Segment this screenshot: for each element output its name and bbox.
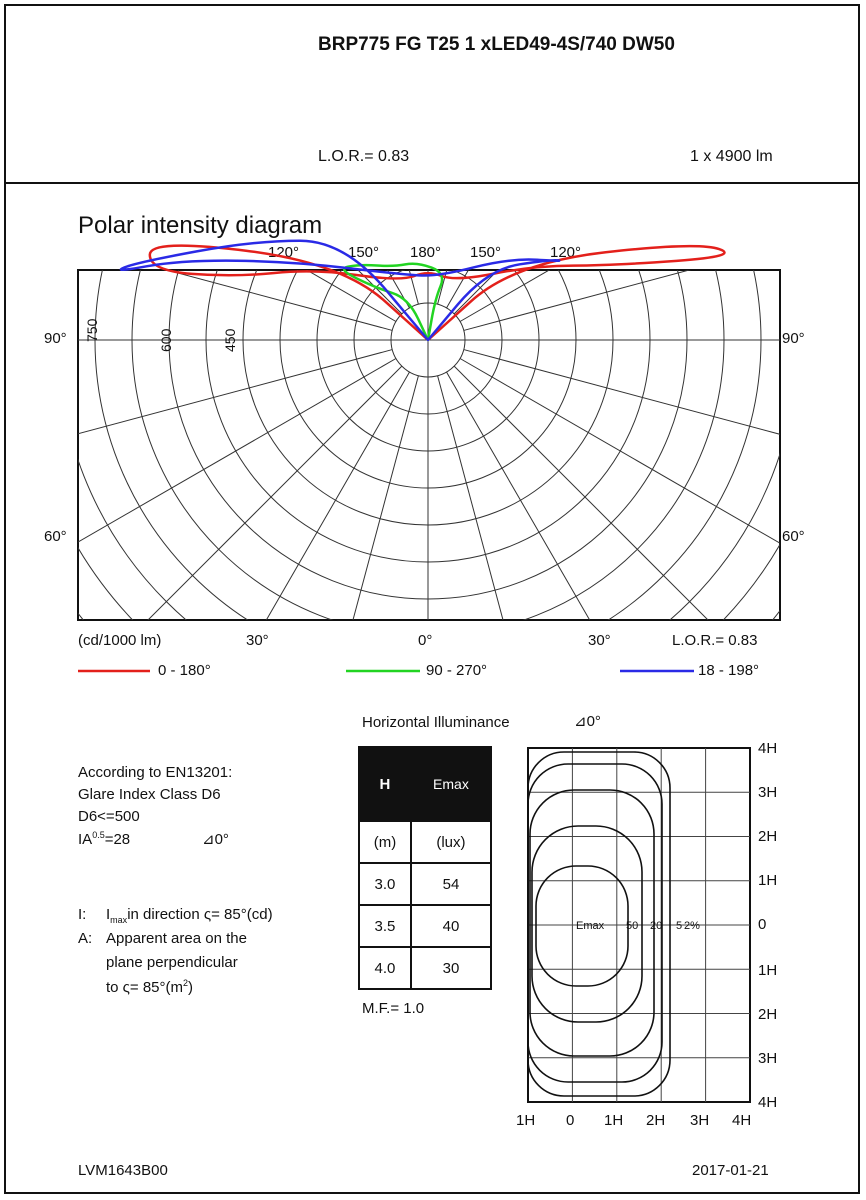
note-a-line-3-b: ) <box>188 979 194 996</box>
iso-y-tick: 0 <box>758 916 767 933</box>
polar-right-90: 90° <box>782 330 805 347</box>
polar-bottom-angle-3: 30° <box>588 632 611 649</box>
polar-left-60: 60° <box>44 528 67 545</box>
illuminance-title: Horizontal Illuminance <box>362 714 510 731</box>
polar-spoke <box>247 0 419 304</box>
polar-top-angle-5: 120° <box>550 244 582 261</box>
iso-y-tick: 2H <box>758 1006 778 1023</box>
glare-ia <box>78 830 130 848</box>
cell-h: 3.5 <box>359 905 411 947</box>
note-a-key: A: <box>78 930 93 947</box>
polar-spoke <box>0 159 392 331</box>
note-i-text <box>106 906 273 925</box>
polar-spoke <box>464 159 866 331</box>
note-a-line-1: Apparent area on the <box>106 930 247 947</box>
glare-ia-value: =28 <box>104 831 131 848</box>
glare-line-3: D6<=500 <box>78 808 140 825</box>
note-i-sub: max <box>110 915 128 925</box>
note-i-text-b: in direction ς= 85°(cd) <box>127 906 273 923</box>
polar-series-2 <box>121 241 559 340</box>
polar-right-60: 60° <box>782 528 805 545</box>
radial-label-450: 450 <box>222 328 238 352</box>
header-flux: 1 x 4900 lm <box>690 148 773 165</box>
polar-spoke <box>454 366 866 835</box>
iso-x-tick: 1H <box>604 1112 624 1129</box>
iso-y-tick: 1H <box>758 962 778 979</box>
glare-line-2: Glare Index Class D6 <box>78 786 221 803</box>
iso-x-tick: 3H <box>690 1112 710 1129</box>
iso-x-tick: 1H <box>516 1112 536 1129</box>
legend-label-18-198: 18 - 198° <box>698 662 760 679</box>
cell-emax: 30 <box>411 947 491 989</box>
glare-ia-angle: ⊿0° <box>202 831 229 848</box>
legend-label-90-270: 90 - 270° <box>426 662 488 679</box>
polar-top-angle-3: 180° <box>410 244 442 261</box>
polar-spoke <box>460 0 866 322</box>
iso-y-tick: 4H <box>758 1094 778 1111</box>
glare-ia-prefix: IA <box>78 831 93 848</box>
polar-bottom-angle-2: 0° <box>418 632 433 649</box>
table-row <box>359 947 491 989</box>
cell-emax: 54 <box>411 863 491 905</box>
footer-code: LVM1643B00 <box>78 1162 168 1179</box>
footer-date: 2017-01-21 <box>692 1162 769 1179</box>
cell-h: 3.0 <box>359 863 411 905</box>
note-i-key: I: <box>78 906 87 923</box>
iso-y-tick: 1H <box>758 872 778 889</box>
table-row <box>359 905 491 947</box>
legend-label-0-180: 0 - 180° <box>158 662 211 679</box>
header-lor: L.O.R.= 0.83 <box>318 148 410 165</box>
iso-y-tick: 3H <box>758 784 778 801</box>
contour-label-2: 2% <box>684 920 700 932</box>
polar-top-angle-2: 150° <box>348 244 380 261</box>
isolux-grid <box>528 748 750 1102</box>
polar-spoke <box>0 359 396 691</box>
note-a-sup: 2 <box>183 978 189 988</box>
unit-h: (m) <box>359 821 411 863</box>
contour-label-emax: Emax <box>576 920 605 932</box>
polar-unit: (cd/1000 lm) <box>78 632 162 649</box>
table-row <box>359 863 491 905</box>
polar-lor: L.O.R.= 0.83 <box>672 632 758 649</box>
table-header-row <box>359 747 491 821</box>
polar-top-angle-1: 120° <box>268 244 300 261</box>
col-header-h: H <box>359 747 411 821</box>
radial-label-750: 750 <box>84 318 100 342</box>
polar-spoke <box>460 359 866 691</box>
polar-frame <box>78 270 780 620</box>
radial-label-600: 600 <box>158 328 174 352</box>
contour-label-5: 5 <box>676 920 683 932</box>
table-unit-row <box>359 821 491 863</box>
polar-bottom-angle-1: 30° <box>246 632 269 649</box>
iso-y-tick: 2H <box>758 828 778 845</box>
iso-x-tick: 0 <box>566 1112 575 1129</box>
iso-x-tick: 4H <box>732 1112 752 1129</box>
polar-spoke <box>0 350 392 522</box>
polar-spoke <box>454 0 866 314</box>
illuminance-table <box>358 746 492 990</box>
unit-emax: (lux) <box>411 821 491 863</box>
product-title: BRP775 FG T25 1 xLED49-4S/740 DW50 <box>318 34 675 55</box>
cell-emax: 40 <box>411 905 491 947</box>
polar-left-90: 90° <box>44 330 67 347</box>
note-a-line-2: plane perpendicular <box>106 954 238 971</box>
polar-top-angle-4: 150° <box>470 244 502 261</box>
iso-x-tick: 2H <box>646 1112 666 1129</box>
cell-h: 4.0 <box>359 947 411 989</box>
iso-y-tick: 4H <box>758 740 778 757</box>
polar-spoke <box>447 372 779 946</box>
note-a-line-3 <box>106 978 193 996</box>
note-i-text-a: I <box>106 906 111 923</box>
contour-label-20: 20 <box>650 920 663 932</box>
contour-label-50: 50 <box>626 920 639 932</box>
glare-line-1: According to EN13201: <box>78 764 233 781</box>
illuminance-angle: ⊿0° <box>574 713 601 730</box>
col-header-emax: Emax <box>411 747 491 821</box>
polar-title: Polar intensity diagram <box>78 212 323 239</box>
note-a-line-3-a: to ς= 85°(m <box>106 979 184 996</box>
iso-y-tick: 3H <box>758 1050 778 1067</box>
maintenance-factor: M.F.= 1.0 <box>362 1000 425 1017</box>
glare-ia-sup: 0.5 <box>92 830 105 840</box>
